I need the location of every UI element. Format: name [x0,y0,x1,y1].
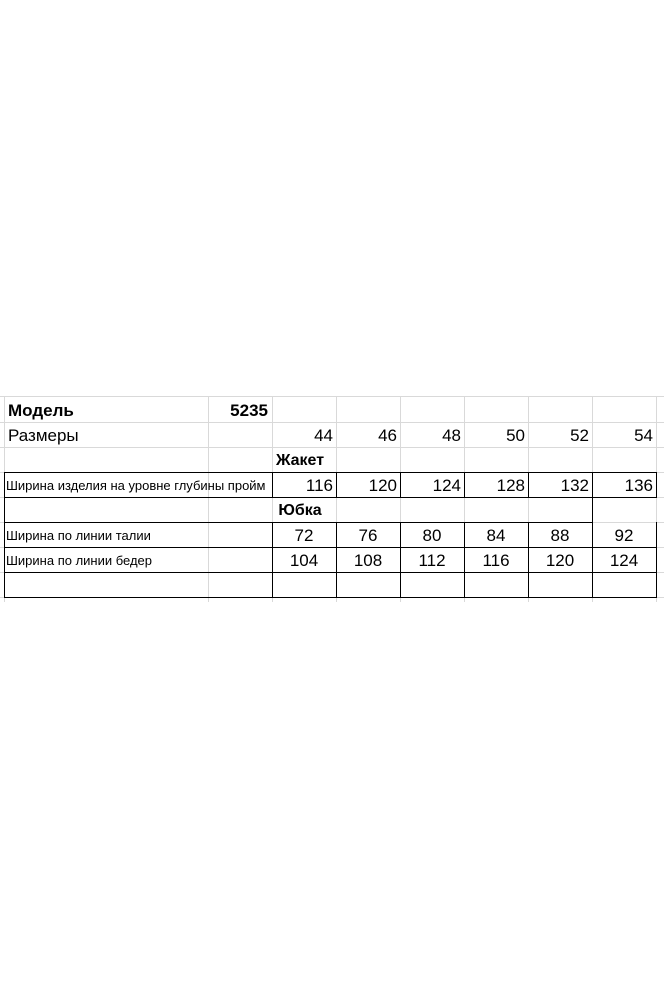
table-cell: 136 [624,476,653,495]
table-cell: 108 [353,551,383,570]
size-table [0,394,664,604]
table-cell: 116 [482,551,510,570]
table-cell: 124 [432,476,461,495]
table-cell: 124 [609,551,639,570]
size-header: 46 [378,426,397,445]
section-title-jacket: Жакет [275,452,325,469]
table-cell: 72 [294,526,314,545]
table-cell: 120 [368,476,397,495]
model-value: 5235 [230,401,268,420]
table-cell: 120 [545,551,575,570]
table-cell: 116 [305,476,333,495]
size-header: 50 [506,426,525,445]
sizes-label: Размеры [8,426,79,445]
table-cell: 104 [289,551,319,570]
size-header: 54 [634,426,653,445]
size-header: 48 [442,426,461,445]
size-header: 52 [570,426,589,445]
table-cell: 132 [560,476,589,495]
table-cell: 92 [614,526,634,545]
table-cell: 112 [418,551,446,570]
model-label: Модель [8,401,74,420]
table-cell: 80 [422,526,442,545]
section-title-skirt: Юбка [278,502,322,519]
size-header: 44 [314,426,333,445]
jacket-row-label: Ширина изделия на уровне глубины пройм [6,478,266,493]
table-cell: 88 [550,526,570,545]
skirt-row-label: Ширина по линии бедер [6,553,153,568]
table-cell: 128 [496,476,525,495]
table-cell: 76 [358,526,378,545]
table-cell: 84 [486,526,506,545]
skirt-row-label: Ширина по линии талии [6,528,151,543]
